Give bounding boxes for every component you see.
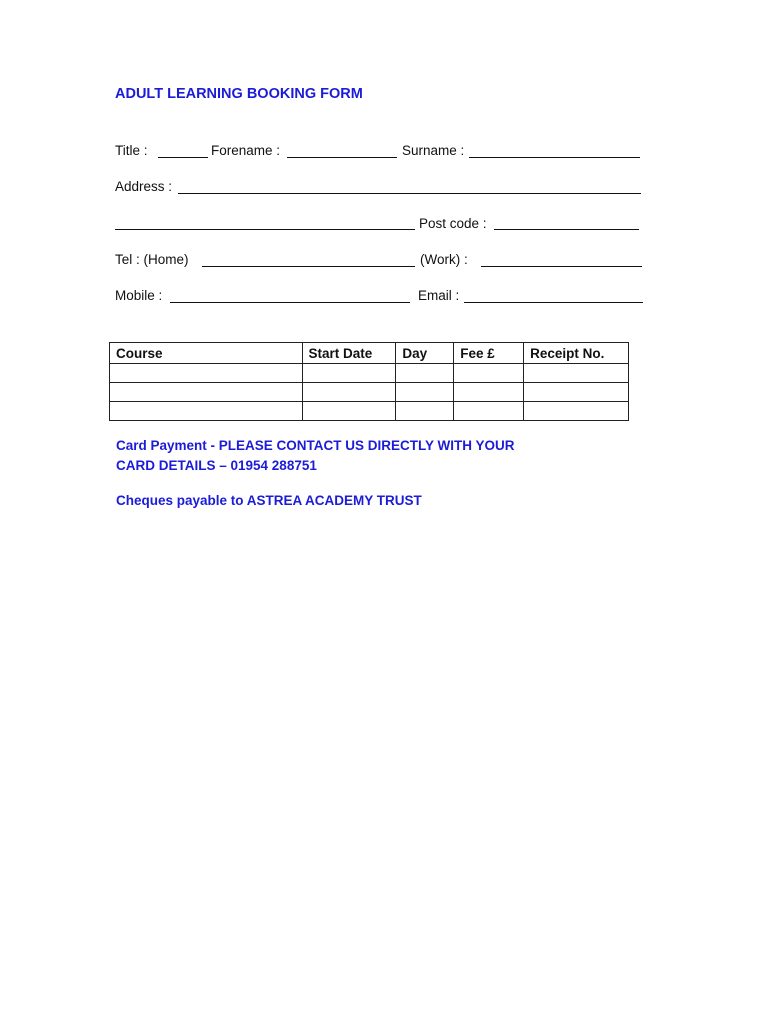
forename-field[interactable] <box>287 157 397 158</box>
surname-label: Surname : <box>402 143 465 158</box>
table-row <box>110 383 629 402</box>
receipt-no-cell[interactable] <box>524 402 629 421</box>
column-header-fee: Fee £ <box>454 343 524 364</box>
course-table <box>109 342 629 421</box>
forename-label: Forename : <box>211 143 281 158</box>
cheques-note: Cheques payable to ASTREA ACADEMY TRUST <box>116 493 422 508</box>
column-header-start-date: Start Date <box>302 343 396 364</box>
work-field[interactable] <box>481 266 642 267</box>
start-date-cell[interactable] <box>302 364 396 383</box>
form-title: ADULT LEARNING BOOKING FORM <box>115 86 363 102</box>
title-label: Title : <box>115 143 148 158</box>
day-cell[interactable] <box>396 383 454 402</box>
day-cell[interactable] <box>396 364 454 383</box>
column-header-day: Day <box>396 343 454 364</box>
fee-cell[interactable] <box>454 364 524 383</box>
email-label: Email : <box>418 288 460 303</box>
table-row <box>110 402 629 421</box>
work-label: (Work) : <box>420 252 468 267</box>
start-date-cell[interactable] <box>302 402 396 421</box>
title-field[interactable] <box>158 157 208 158</box>
address-field[interactable] <box>178 193 641 194</box>
course-cell[interactable] <box>110 383 303 402</box>
postcode-field[interactable] <box>494 229 639 230</box>
column-header-receipt-no: Receipt No. <box>524 343 629 364</box>
tel-home-label: Tel : (Home) <box>115 252 189 267</box>
postcode-label: Post code : <box>419 216 487 231</box>
card-payment-line1: Card Payment - PLEASE CONTACT US DIRECTLY WITH YOUR <box>116 438 515 453</box>
fee-cell[interactable] <box>454 402 524 421</box>
course-cell[interactable] <box>110 402 303 421</box>
card-payment-line2: CARD DETAILS – 01954 288751 <box>116 458 317 473</box>
day-cell[interactable] <box>396 402 454 421</box>
table-header-row <box>110 343 629 364</box>
table-row <box>110 364 629 383</box>
course-cell[interactable] <box>110 364 303 383</box>
receipt-no-cell[interactable] <box>524 383 629 402</box>
email-field[interactable] <box>464 302 643 303</box>
start-date-cell[interactable] <box>302 383 396 402</box>
surname-field[interactable] <box>469 157 640 158</box>
address-label: Address : <box>115 179 173 194</box>
address-line2-field[interactable] <box>115 229 415 230</box>
tel-home-field[interactable] <box>202 266 415 267</box>
fee-cell[interactable] <box>454 383 524 402</box>
mobile-field[interactable] <box>170 302 410 303</box>
receipt-no-cell[interactable] <box>524 364 629 383</box>
mobile-label: Mobile : <box>115 288 163 303</box>
column-header-course: Course <box>110 343 303 364</box>
